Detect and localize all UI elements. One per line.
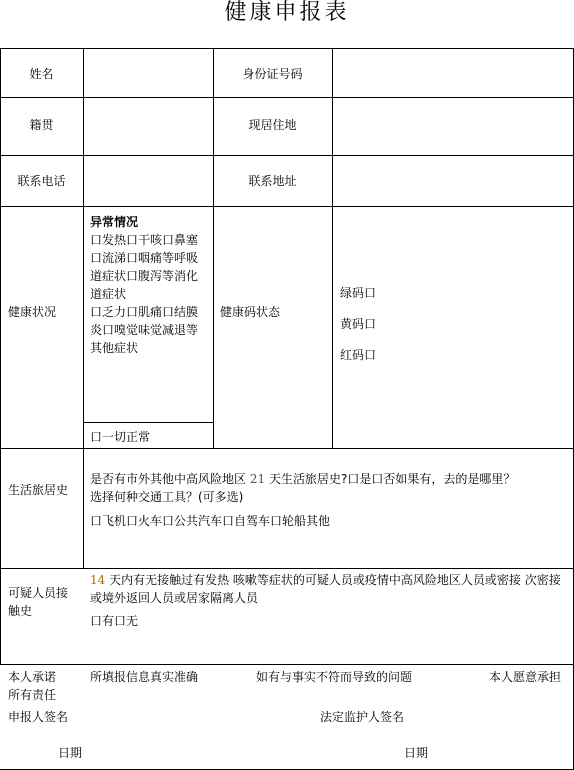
symptom-option-line[interactable]: 其他症状: [90, 341, 139, 355]
contact-history-label-line2: 触史: [8, 604, 33, 618]
pledge-text-2: 所填报信息真实准确: [90, 670, 199, 684]
transport-options[interactable]: 口飞机口火车口公共汽车口自驾车口轮船其他: [90, 514, 331, 528]
symptom-option-line[interactable]: 口乏力口肌痛口结膜: [90, 305, 199, 319]
name-field[interactable]: [84, 50, 212, 96]
applicant-signature-label: 申报人签名: [8, 710, 69, 724]
phone-field[interactable]: [84, 157, 212, 205]
applicant-date-label: 日期: [58, 746, 83, 760]
address-field[interactable]: [333, 157, 572, 205]
travel-transport-question: 选择何种交通工具？(可多选): [90, 490, 244, 504]
travel-history-label: 生活旅居史: [8, 483, 69, 497]
red-code-option[interactable]: 红码口: [340, 348, 377, 362]
symptom-option-line[interactable]: 道症状口腹泻等消化: [90, 269, 199, 283]
symptom-option-line[interactable]: 道症状: [90, 287, 127, 301]
health-status-label: 健康状况: [8, 305, 57, 319]
symptom-option-line[interactable]: 炎口嗅觉味觉减退等: [90, 323, 199, 337]
address-label: 联系地址: [248, 174, 297, 188]
abnormal-symptom-list: [90, 231, 198, 357]
origin-field[interactable]: [84, 99, 212, 154]
id-number-field[interactable]: [333, 50, 572, 96]
id-number-label: 身份证号码: [242, 67, 303, 81]
phone-label: 联系电话: [17, 174, 66, 188]
contact-question-line2: 或境外返回人员或居家隔离人员: [90, 591, 259, 605]
pledge-text-1: 本人承诺: [8, 670, 57, 684]
green-code-option[interactable]: 绿码口: [340, 286, 377, 300]
residence-label: 现居住地: [248, 118, 297, 132]
guardian-signature-label: 法定监护人签名: [320, 710, 405, 724]
pledge-text-line2: 所有责任: [8, 688, 57, 702]
name-label: 姓名: [29, 67, 54, 81]
yellow-code-option[interactable]: 黄码口: [340, 317, 377, 331]
residence-field[interactable]: [333, 99, 572, 154]
origin-label: 籍贯: [29, 118, 54, 132]
contact-days-number: 14: [90, 573, 106, 587]
symptom-option-line[interactable]: 口流涕口咽痛等呼吸: [90, 251, 199, 265]
health-code-label: 健康码状态: [220, 305, 281, 319]
page-title: 健康申报表: [224, 0, 350, 25]
abnormal-title: 异常情况: [90, 215, 139, 229]
travel-question: 是否有市外其他中高风险地区 21 天生活旅居史?口是口否如果有，去的是哪里？: [90, 472, 516, 486]
contact-question: 14 天内有无接触过有发热 咳嗽等症状的可疑人员或疫情中高风险地区人员或密接 次密接: [90, 573, 561, 587]
symptom-option-line[interactable]: 口发热口干咳口鼻塞: [90, 233, 199, 247]
guardian-date-label: 日期: [404, 746, 429, 760]
travel-days-number: 21: [249, 472, 266, 486]
pledge-text-3: 如有与事实不符而导致的问题: [256, 670, 413, 684]
contact-options[interactable]: 口有口无: [90, 614, 139, 628]
pledge-text-4: 本人愿意承担: [489, 670, 562, 684]
all-normal-option[interactable]: 口一切正常: [90, 430, 151, 444]
contact-history-label-line1: 可疑人员接: [8, 586, 69, 600]
